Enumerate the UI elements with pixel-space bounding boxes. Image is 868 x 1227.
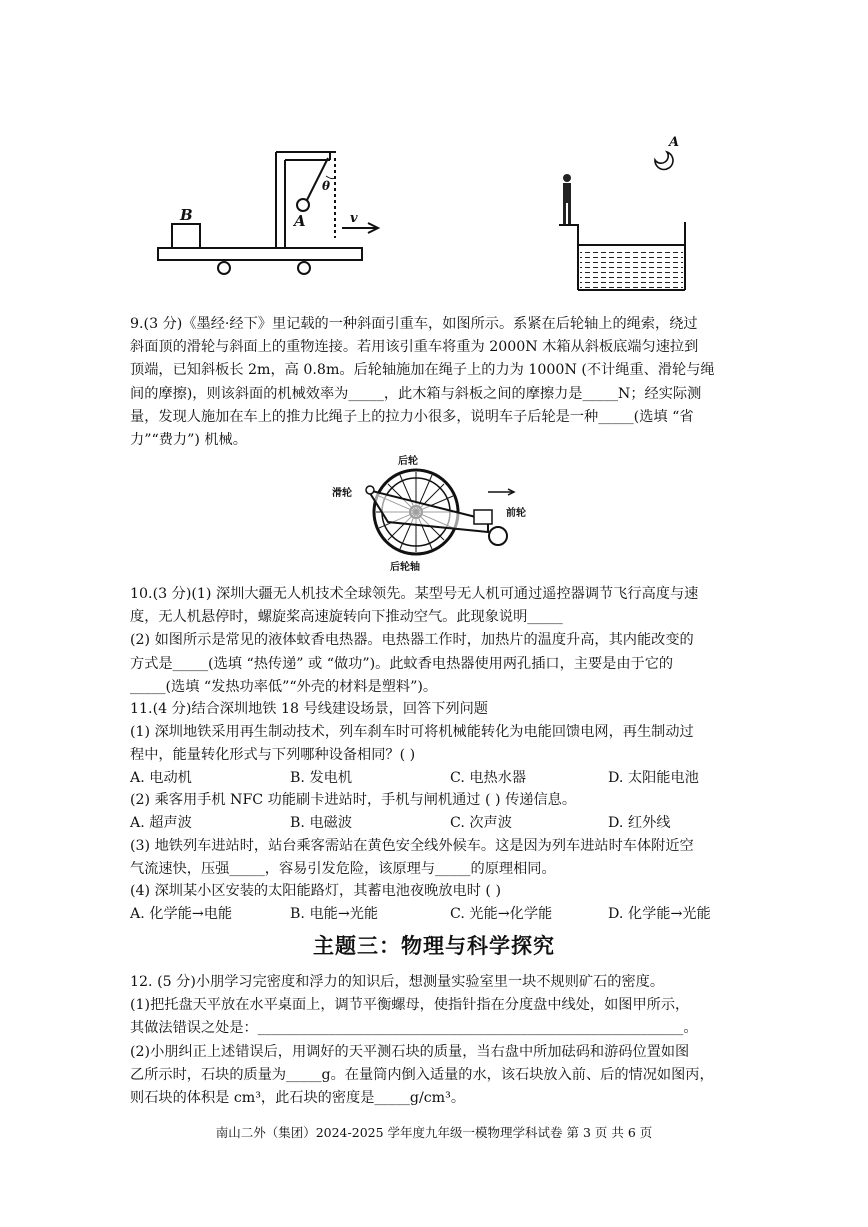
option-d[interactable]: D. 化学能→光能 xyxy=(608,906,711,922)
incline-cart-figure xyxy=(328,450,528,575)
question-12 xyxy=(130,971,742,1110)
pool-figure xyxy=(545,130,705,295)
section-title: 主题三：物理与科学探究 xyxy=(313,934,555,958)
q9-line: 顶端，已知斜板长 2m，高 0.8m。后轮轴施加在绳子上的力为 1000N (不计绳重、滑轮与绳 xyxy=(130,362,715,379)
q11-part1 xyxy=(130,721,742,767)
q10-line: 方式是_____(选填 “热传递” 或 “做功”)。此蚊香电热器使用两孔插口，主要是由于它的 xyxy=(130,655,674,672)
q11-intro: 11.(4 分)结合深圳地铁 18 号线建设场景，回答下列问题 xyxy=(130,701,488,717)
option-b[interactable]: B. 电能→光能 xyxy=(290,906,379,922)
q12-line: (1)把托盘天平放在水平桌面上，调节平衡螺母，使指针指在分度盘中线处，如图甲所示， xyxy=(130,997,690,1014)
q11-p2-line: (2) 乘客用手机 NFC 功能刷卡进站时，手机与闸机通过 ( ) 传递信息。 xyxy=(130,792,577,808)
label-rear-axle: 后轮轴 xyxy=(390,562,420,573)
question-10 xyxy=(130,583,742,699)
label-pulley: 滑轮 xyxy=(332,488,352,499)
label-theta: θ xyxy=(322,179,331,193)
q9-line: 力”“费力”) 机械。 xyxy=(130,432,247,449)
option-a[interactable]: A. 超声波 xyxy=(130,815,192,831)
question-9 xyxy=(130,313,742,452)
q12-line: (2)小朋纠正上述错误后，用调好的天平测石块的质量，当右盘中所加砝码和游码位置如图 xyxy=(130,1043,690,1060)
label-front-wheel: 前轮 xyxy=(506,508,526,519)
label-a-right: A xyxy=(669,135,680,150)
label-v: v xyxy=(350,211,358,226)
label-b: B xyxy=(180,206,193,224)
q9-line: 9.(3 分)《墨经·经下》里记载的一种斜面引重车，如图所示。系紧在后轮轴上的绳索，绕过 xyxy=(130,316,698,332)
option-d[interactable]: D. 太阳能电池 xyxy=(608,770,699,786)
option-b[interactable]: B. 发电机 xyxy=(290,770,353,786)
q9-line: 间的摩擦)，则该斜面的机械效率为_____，此木箱与斜板之间的摩擦力是_____N；经实际测 xyxy=(130,385,702,402)
label-rear-wheel: 后轮 xyxy=(398,456,418,467)
q10-line: 度，无人机悬停时，螺旋桨高速旋转向下推动空气。此现象说明_____ xyxy=(130,609,563,626)
q10-line: _____(选填 “发热功率低”“外壳的材料是塑料”)。 xyxy=(130,678,438,695)
q11-p1-line: (1) 深圳地铁采用再生制动技术，列车刹车时可将机械能转化为电能回馈电网，再生制动过 xyxy=(130,724,694,740)
q11-p1-line: 程中，能量转化形式与下列哪种设备相同？( ) xyxy=(130,747,416,764)
q9-line: 斜面顶的滑轮与斜面上的重物连接。若用该引重车将重为 2000N 木箱从斜板底端匀速拉到 xyxy=(130,339,699,356)
option-c[interactable]: C. 电热水器 xyxy=(450,770,527,786)
q11-p2-options xyxy=(130,812,742,835)
cart-pendulum-figure xyxy=(150,140,390,280)
q11-p3-line: 气流速快，压强_____，容易引发危险，该原理与_____的原理相同。 xyxy=(130,861,556,878)
option-c[interactable]: C. 次声波 xyxy=(450,815,512,831)
q11-p1-options xyxy=(130,767,742,790)
q11-p3-line: (3) 地铁列车进站时，站台乘客需站在黄色安全线外候车。这是因为列车进站时车体附近空 xyxy=(130,838,694,854)
q12-line: 则石块的体积是 cm³，此石块的密度是_____g/cm³。 xyxy=(130,1090,466,1107)
option-d[interactable]: D. 红外线 xyxy=(608,815,671,831)
q11-p4-options xyxy=(130,903,742,926)
option-a[interactable]: A. 化学能→电能 xyxy=(130,906,233,922)
option-c[interactable]: C. 光能→化学能 xyxy=(450,906,553,922)
option-b[interactable]: B. 电磁波 xyxy=(290,815,353,831)
q12-line: 其做法错误之处是：____________________________________________________________。 xyxy=(130,1020,698,1037)
q11-p4-line: (4) 深圳某小区安装的太阳能路灯，其蓄电池夜晚放电时 ( ) xyxy=(130,883,502,899)
label-a: A xyxy=(294,212,306,230)
q11-part3 xyxy=(130,835,742,881)
q9-line: 量，发现人施加在车上的推力比绳子上的拉力小很多，说明车子后轮是一种_____(选填 “省 xyxy=(130,408,694,425)
q10-line: 10.(3 分)(1) 深圳大疆无人机技术全球领先。某型号无人机可通过遥控器调节飞行高度与速 xyxy=(130,586,699,602)
q12-line: 12. (5 分)小朋学习完密度和浮力的知识后，想测量实验室里一块不规则矿石的密度。 xyxy=(130,974,665,990)
q10-line: (2) 如图所示是常见的液体蚊香电热器。电热器工作时，加热片的温度升高，其内能改变的 xyxy=(130,632,694,649)
q12-line: 乙所示时，石块的质量为_____g。在量筒内倒入适量的水，该石块放入前、后的情况如图丙， xyxy=(130,1066,714,1083)
option-a[interactable]: A. 电动机 xyxy=(130,770,192,786)
page-footer: 南山二外（集团）2024-2025 学年度九年级一模物理学科试卷 第 3 页 共 6 页 xyxy=(215,1125,653,1140)
